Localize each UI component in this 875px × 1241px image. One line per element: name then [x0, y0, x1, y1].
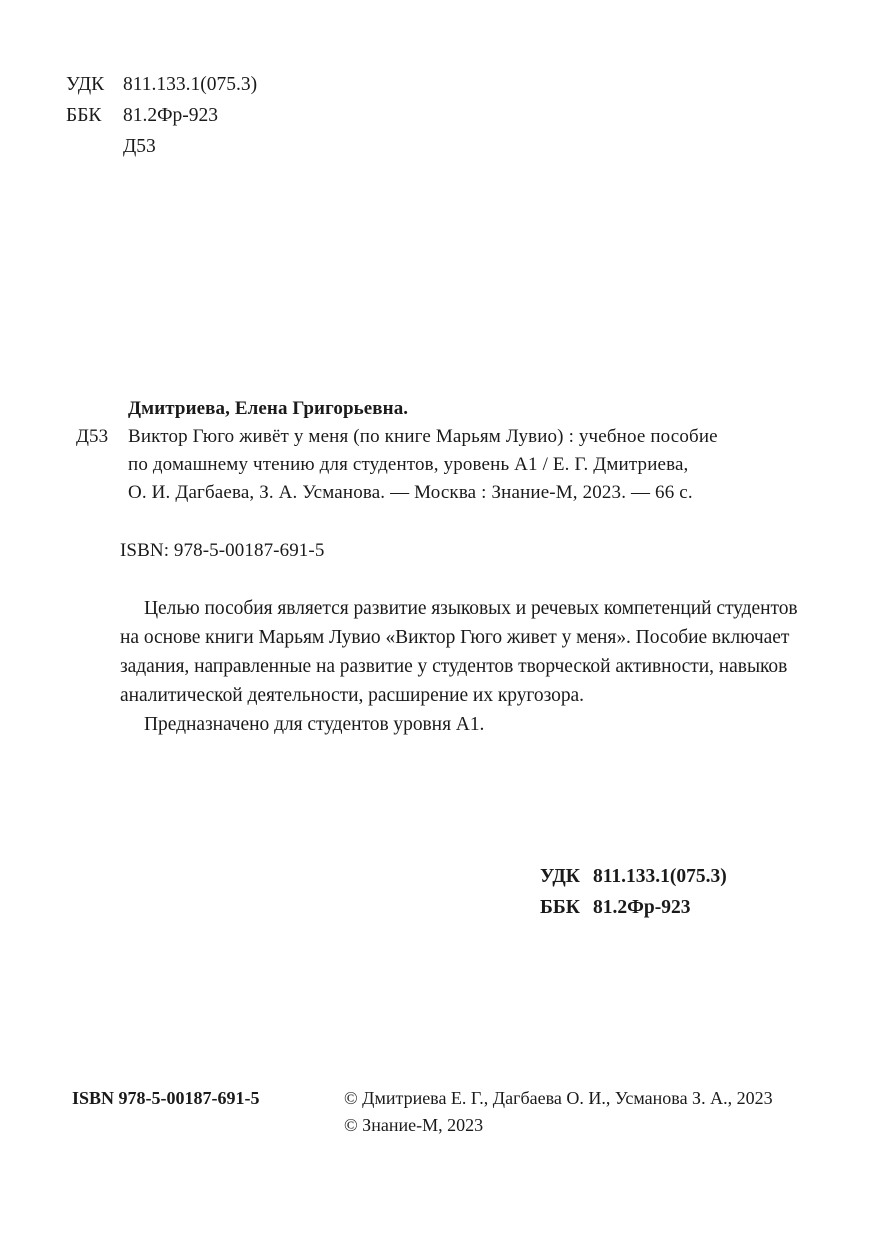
footer-isbn: ISBN 978-5-00187-691-5 — [72, 1088, 260, 1108]
bbk-value: 81.2Фр-923 — [593, 897, 691, 918]
bbk-label: ББК — [540, 897, 580, 918]
annotation-line: на основе книги Марьям Лувио «Виктор Гюго живет у меня». Пособие включает — [120, 627, 790, 648]
top-author-mark: Д53 — [123, 136, 156, 157]
bbk-label: ББК — [66, 105, 102, 126]
catalog-isbn: ISBN: 978-5-00187-691-5 — [120, 540, 325, 561]
catalog-line: О. И. Дагбаева, З. А. Усманова. — Москва : Знание-М, 2023. — 66 с. — [128, 482, 693, 503]
udk-value: 811.133.1(075.3) — [593, 866, 727, 887]
catalog-line: по домашнему чтению для студентов, уровень А1 / Е. Г. Дмитриева, — [128, 454, 689, 475]
udk-label: УДК — [66, 74, 105, 95]
annotation-line: задания, направленные на развитие у студентов творческой активности, навыков — [120, 656, 788, 677]
copyright-authors: © Дмитриева Е. Г., Дагбаева О. И., Усманова З. А., 2023 — [344, 1088, 773, 1108]
top-bbk-line — [66, 105, 218, 127]
bottom-bbk-line — [540, 897, 690, 919]
udk-value: 811.133.1(075.3) — [123, 74, 258, 95]
author-heading: Дмитриева, Елена Григорьевна. — [128, 398, 409, 419]
annotation-purpose: Предназначено для студентов уровня А1. — [144, 714, 485, 735]
copyright-publisher: © Знание-М, 2023 — [344, 1115, 484, 1135]
catalog-side-mark: Д53 — [76, 426, 109, 447]
bbk-value: 81.2Фр-923 — [123, 105, 219, 126]
bottom-udk-line — [540, 866, 727, 888]
annotation-line: Целью пособия является развитие языковых и речевых компетенций студентов — [144, 598, 798, 619]
catalog-line: Виктор Гюго живёт у меня (по книге Марьям Лувио) : учебное пособие — [128, 426, 718, 447]
annotation-line: аналитической деятельности, расширение их кругозора. — [120, 685, 584, 706]
top-udk-line — [66, 74, 257, 96]
udk-label: УДК — [540, 866, 580, 887]
